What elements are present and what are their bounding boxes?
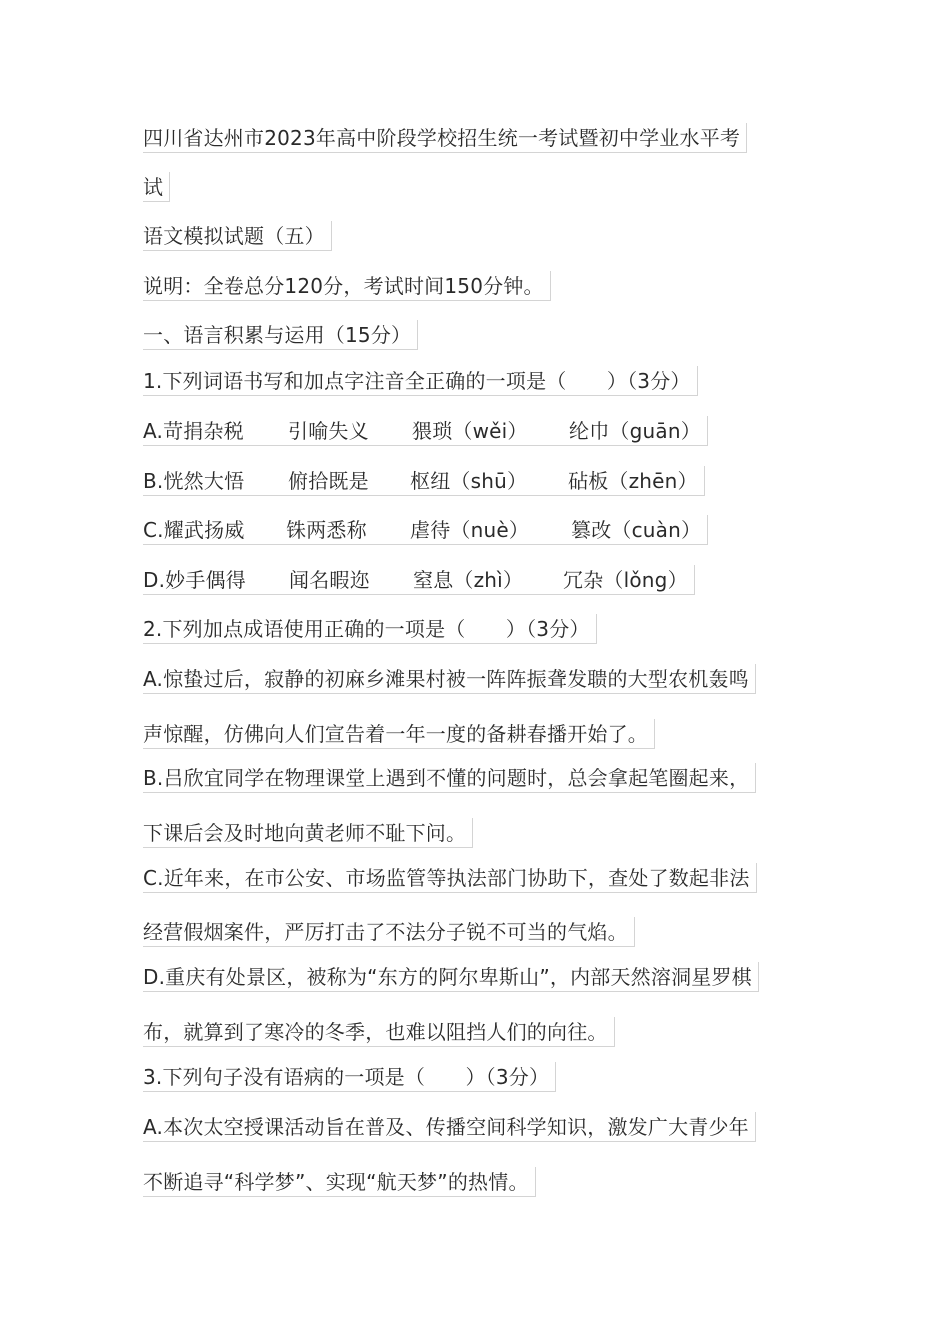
question-2-option-b-line2: 下课后会及时地向黄老师不耻下问。 xyxy=(143,818,473,848)
question-1-option-b xyxy=(143,466,705,496)
exam-note: 说明：全卷总分120分，考试时间150分钟。 xyxy=(143,271,551,301)
question-3-option-a-line2: 不断追寻“科学梦”、实现“航天梦”的热情。 xyxy=(143,1167,536,1197)
question-2-option-c-line1: C.近年来，在市公安、市场监管等执法部门协助下，查处了数起非法 xyxy=(143,863,757,893)
option-word: 闻名暇迩 xyxy=(289,568,370,592)
option-word: B.恍然大悟 xyxy=(143,469,245,493)
option-word: 窒息（zhì） xyxy=(413,568,524,592)
question-1-option-d xyxy=(143,565,695,595)
option-word: 冗杂（lǒng） xyxy=(563,568,688,592)
question-2-option-a-line2: 声惊醒，仿佛向人们宣告着一年一度的备耕春播开始了。 xyxy=(143,719,655,749)
option-word: 引喻失义 xyxy=(288,419,369,443)
option-word: 篡改（cuàn） xyxy=(571,518,702,542)
option-word: C.耀武扬威 xyxy=(143,518,245,542)
exam-title-line2: 试 xyxy=(143,172,170,202)
question-2-stem: 2.下列加点成语使用正确的一项是（ ）（3分） xyxy=(143,614,597,644)
question-2-option-b-line1: B.吕欣宜同学在物理课堂上遇到不懂的问题时，总会拿起笔圈起来， xyxy=(143,763,756,793)
option-word: A.苛捐杂税 xyxy=(143,419,244,443)
question-1-option-a xyxy=(143,416,708,446)
question-2-option-d-line1: D.重庆有处景区，被称为“东方的阿尔卑斯山”，内部天然溶洞星罗棋 xyxy=(143,962,759,992)
question-2-option-d-line2: 布，就算到了寒冷的冬季，也难以阻挡人们的向往。 xyxy=(143,1017,615,1047)
exam-subtitle: 语文模拟试题（五） xyxy=(143,221,332,251)
question-3-stem: 3.下列句子没有语病的一项是（ ）（3分） xyxy=(143,1062,556,1092)
option-word: D.妙手偶得 xyxy=(143,568,246,592)
question-1-option-c xyxy=(143,515,708,545)
question-2-option-c-line2: 经营假烟案件，严厉打击了不法分子锐不可当的气焰。 xyxy=(143,917,635,947)
option-word: 猥琐（wěi） xyxy=(412,419,528,443)
question-2-option-a-line1: A.惊蛰过后，寂静的初麻乡滩果村被一阵阵振聋发聩的大型农机轰鸣 xyxy=(143,664,756,694)
option-word: 虐待（nuè） xyxy=(410,518,530,542)
option-word: 纶巾（guān） xyxy=(569,419,701,443)
option-word: 砧板（zhēn） xyxy=(568,469,698,493)
option-word: 铢两悉称 xyxy=(286,518,367,542)
option-word: 俯拾既是 xyxy=(288,469,369,493)
question-1-stem: 1.下列词语书写和加点字注音全正确的一项是（ ）（3分） xyxy=(143,366,698,396)
option-word: 枢纽（shū） xyxy=(410,469,528,493)
section-heading: 一、语言积累与运用（15分） xyxy=(143,320,418,350)
question-3-option-a-line1: A.本次太空授课活动旨在普及、传播空间科学知识，激发广大青少年 xyxy=(143,1112,756,1142)
exam-title-line1: 四川省达州市2023年高中阶段学校招生统一考试暨初中学业水平考 xyxy=(143,123,747,153)
